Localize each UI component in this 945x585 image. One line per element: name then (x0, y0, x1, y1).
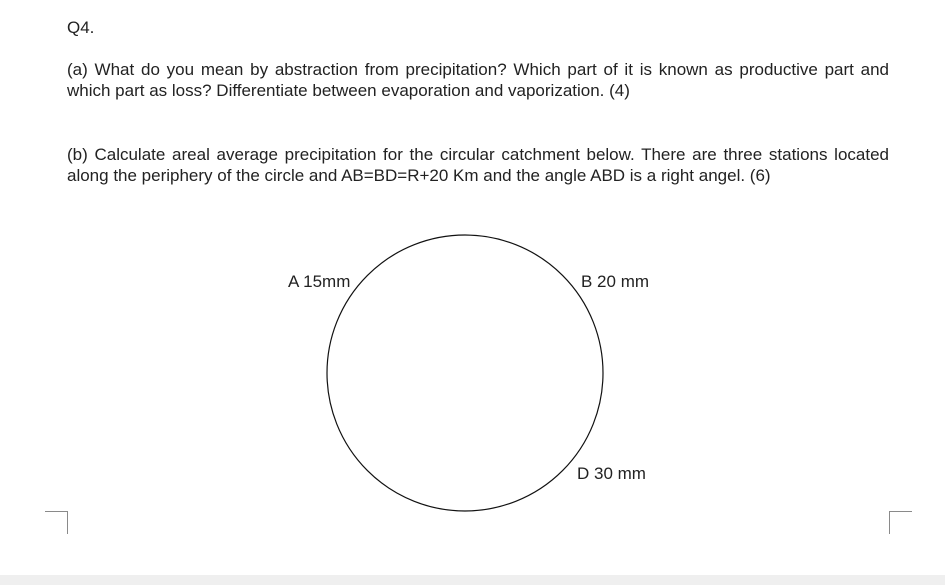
station-b-label: B 20 mm (581, 272, 650, 291)
station-d-label: D 30 mm (577, 464, 646, 483)
catchment-circle (327, 235, 603, 511)
page-bottom-strip (0, 575, 945, 585)
station-a-label: A 15mm (288, 272, 351, 291)
question-number: Q4. (67, 18, 95, 37)
crop-mark-right (889, 511, 912, 534)
question-part-b: (b) Calculate areal average precipitation for the circular catchment below. There are three stations located along the periphery of the circle and AB=BD=R+20 Km and the angle ABD is a right angel. (6) (67, 145, 889, 185)
crop-mark-left (45, 511, 68, 534)
question-part-a: (a) What do you mean by abstraction from precipitation? Which part of it is known as productive part and which part as loss? Differentiate between evaporation and vaporization. (4) (67, 60, 889, 100)
